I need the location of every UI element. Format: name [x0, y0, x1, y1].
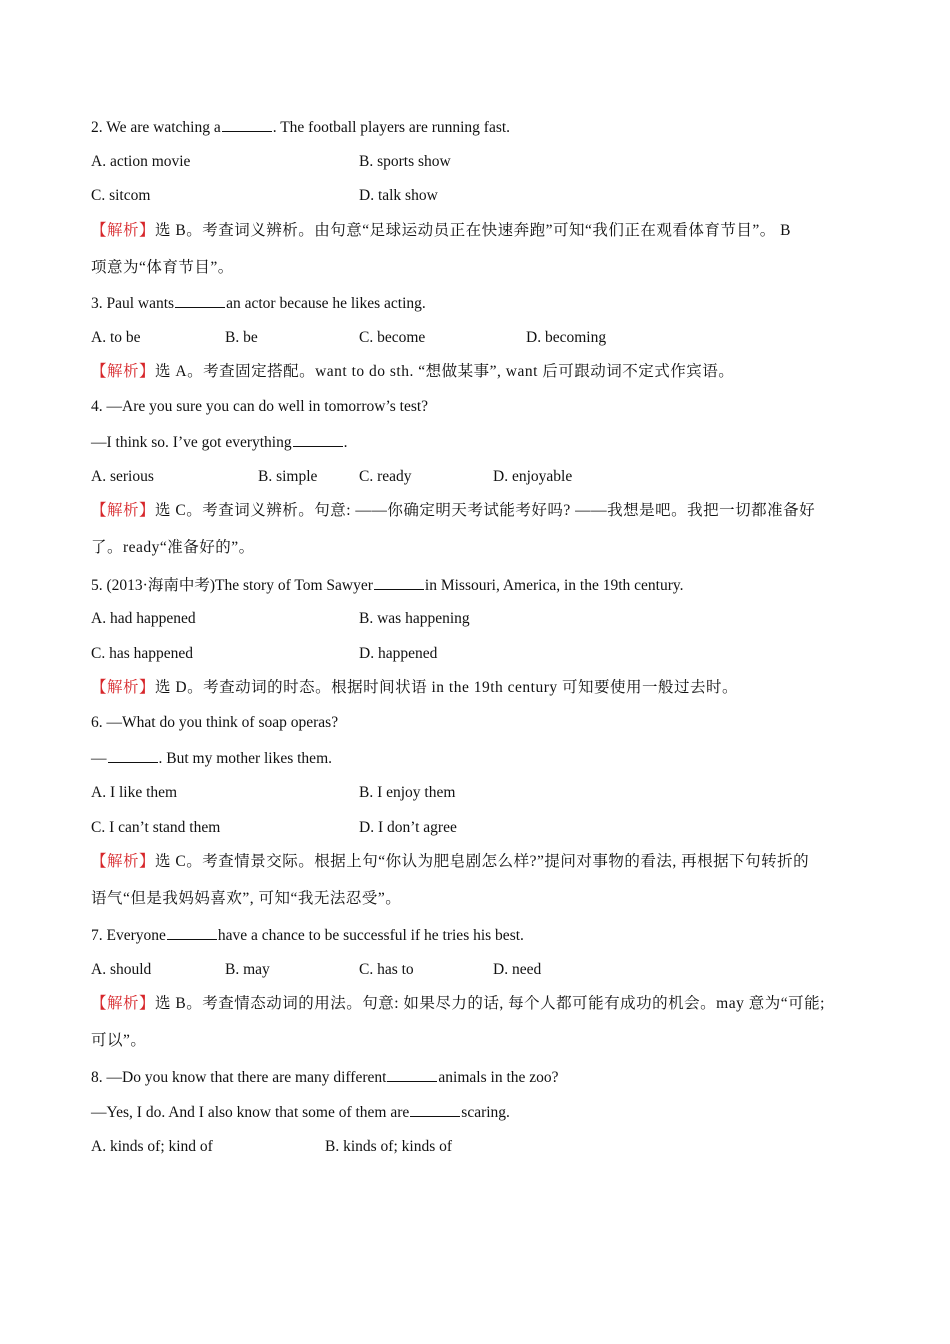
answer-blank [374, 575, 424, 590]
option-b: B. kinds of; kinds of [325, 1138, 453, 1155]
analysis-text: 选 B。考查情态动词的用法。句意: 如果尽力的话, 每个人都可能有成功的机会。may 意为“可能; [155, 995, 825, 1012]
option-a: A. I like them [91, 784, 178, 801]
analysis-text: 选 C。考查词义辨析。句意: ——你确定明天考试能考好吗? ——我想是吧。我把一切都准备好 [155, 502, 816, 519]
option-b: B. be [225, 329, 258, 346]
question-7-stem [91, 925, 524, 945]
option-b: B. sports show [359, 153, 451, 170]
answer-blank [108, 748, 158, 763]
option-a: A. should [91, 961, 152, 978]
stem-text: scaring. [461, 1104, 510, 1121]
analysis-label: 【解析】 [91, 363, 156, 380]
option-c: C. ready [359, 468, 412, 485]
stem-text: . But my mother likes them. [158, 750, 332, 767]
question-6-response [91, 748, 332, 768]
question-7-analysis-cont: 可以”。 [91, 1032, 147, 1049]
option-c: C. has happened [91, 645, 194, 662]
stem-text: animals in the zoo? [438, 1069, 559, 1086]
answer-blank [222, 117, 272, 132]
question-6-analysis-cont: 语气“但是我妈妈喜欢”, 可知“我无法忍受”。 [91, 890, 402, 907]
option-d: D. talk show [359, 187, 438, 204]
stem-text: . The football players are running fast. [272, 119, 511, 136]
analysis-text: 选 D。考查动词的时态。根据时间状语 in the 19th century 可知要使用一般过去时。 [155, 679, 738, 696]
question-6-analysis [91, 852, 809, 872]
stem-text: 5. (2013·海南中考)The story of Tom Sawyer [91, 577, 373, 594]
question-7-analysis [91, 994, 825, 1014]
question-8-response [91, 1102, 510, 1122]
stem-text: in Missouri, America, in the 19th century. [424, 577, 684, 594]
option-d: D. becoming [526, 329, 607, 346]
option-a: A. serious [91, 468, 154, 485]
option-a: A. kinds of; kind of [91, 1138, 213, 1155]
question-2-analysis [91, 221, 791, 241]
question-3-analysis [91, 362, 734, 382]
question-4-response [91, 432, 347, 452]
answer-blank [387, 1067, 437, 1082]
option-b: B. I enjoy them [359, 784, 456, 801]
question-3-stem [91, 293, 426, 313]
analysis-label: 【解析】 [91, 679, 156, 696]
option-d: D. need [493, 961, 542, 978]
option-b: B. may [225, 961, 270, 978]
question-5-analysis [91, 678, 738, 698]
option-c: C. I can’t stand them [91, 819, 221, 836]
question-2-stem [91, 117, 510, 137]
question-5-stem [91, 575, 683, 595]
stem-text: 2. We are watching a [91, 119, 221, 136]
stem-text: — [91, 750, 107, 767]
option-d: D. happened [359, 645, 438, 662]
question-6-stem: 6. —What do you think of soap operas? [91, 714, 339, 731]
answer-blank [167, 925, 217, 940]
option-a: A. action movie [91, 153, 191, 170]
analysis-label: 【解析】 [91, 222, 156, 239]
stem-text: 8. —Do you know that there are many different [91, 1069, 387, 1086]
stem-text: . [343, 434, 348, 451]
option-c: C. has to [359, 961, 414, 978]
question-2-analysis-cont: 项意为“体育节目”。 [91, 259, 234, 276]
analysis-label: 【解析】 [91, 853, 156, 870]
option-d: D. enjoyable [493, 468, 573, 485]
option-a: A. had happened [91, 610, 196, 627]
answer-blank [175, 293, 225, 308]
analysis-text: 选 A。考查固定搭配。want to do sth. “想做某事”, want 后可跟动词不定式作宾语。 [155, 363, 735, 380]
option-b: B. was happening [359, 610, 470, 627]
question-4-analysis [91, 501, 815, 521]
question-8-stem [91, 1067, 559, 1087]
question-4-stem: 4. —Are you sure you can do well in tomorrow’s test? [91, 398, 429, 415]
answer-blank [293, 432, 343, 447]
analysis-label: 【解析】 [91, 995, 156, 1012]
option-c: C. sitcom [91, 187, 151, 204]
analysis-text: 选 C。考查情景交际。根据上句“你认为肥皂剧怎么样?”提问对事物的看法, 再根据下句转折的 [155, 853, 810, 870]
analysis-label: 【解析】 [91, 502, 156, 519]
stem-text: have a chance to be successful if he tries his best. [217, 927, 524, 944]
question-4-analysis-cont: 了。ready“准备好的”。 [91, 539, 255, 556]
analysis-text: 选 B。考查词义辨析。由句意“足球运动员正在快速奔跑”可知“我们正在观看体育节目”。 B [155, 222, 791, 239]
stem-text: 3. Paul wants [91, 295, 175, 312]
answer-blank [410, 1102, 460, 1117]
stem-text: —Yes, I do. And I also know that some of them are [91, 1104, 410, 1121]
stem-text: 7. Everyone [91, 927, 166, 944]
option-b: B. simple [258, 468, 318, 485]
stem-text: an actor because he likes acting. [226, 295, 426, 312]
stem-text: —I think so. I’ve got everything [91, 434, 292, 451]
option-a: A. to be [91, 329, 141, 346]
option-d: D. I don’t agree [359, 819, 457, 836]
option-c: C. become [359, 329, 426, 346]
